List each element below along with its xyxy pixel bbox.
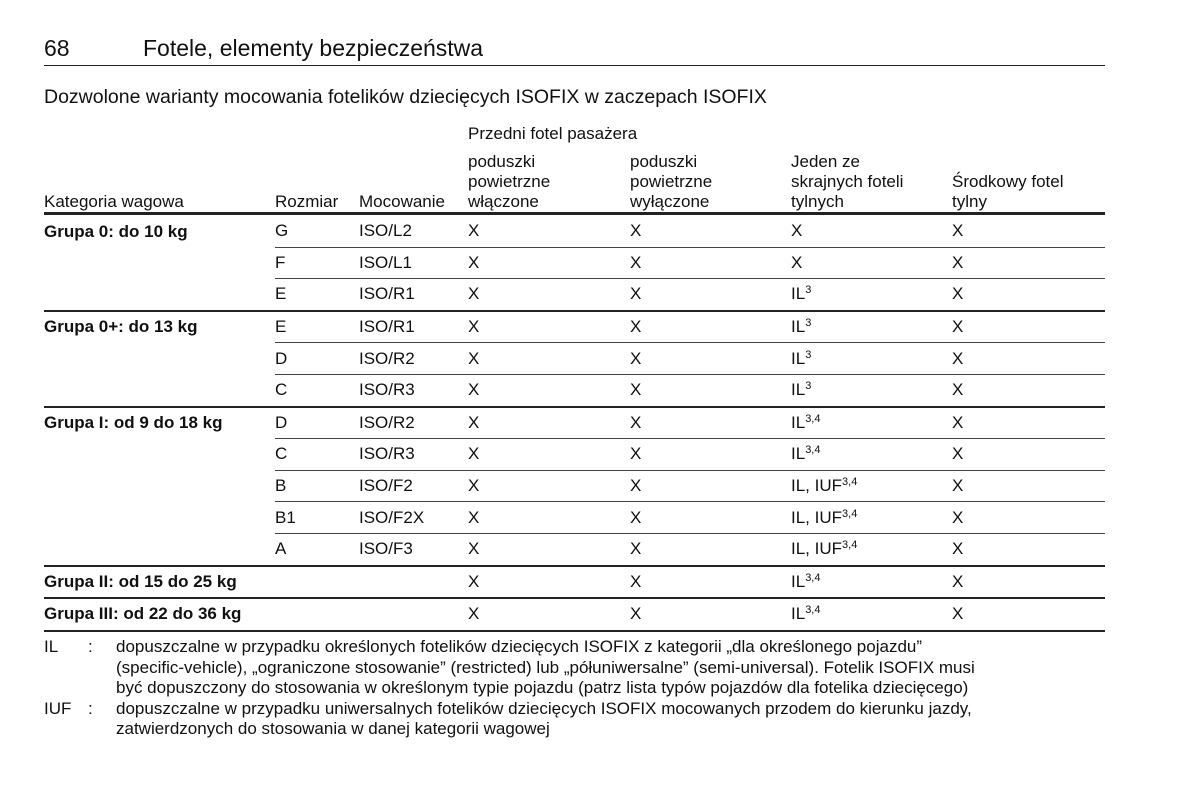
cell-text: X	[630, 221, 642, 241]
cell-airbag-on	[468, 598, 630, 631]
cell-outer-rear	[791, 502, 952, 534]
cell-text: X	[468, 221, 480, 241]
cell-text: X	[952, 507, 964, 527]
cell-text: X	[468, 571, 480, 591]
footnote-ref: 3	[805, 317, 812, 330]
cell-center-rear	[952, 598, 1105, 631]
cell-text: ISO/R1	[359, 317, 415, 337]
header-front-passenger-seat: Przedni fotel pasażera	[468, 124, 638, 143]
cell-text: IL, IUF	[791, 507, 843, 527]
cell-mounting	[359, 343, 468, 375]
cell-weight-category	[44, 533, 275, 565]
cell-airbag-off	[630, 247, 791, 279]
cell-outer-rear	[791, 470, 952, 502]
table-row	[44, 407, 1105, 439]
cell-airbag-on	[468, 343, 630, 375]
cell-outer-rear	[791, 311, 952, 343]
cell-text: X	[468, 604, 480, 624]
table-row	[44, 502, 1105, 534]
cell-text: X	[630, 317, 642, 337]
cell-airbag-off	[630, 374, 791, 406]
cell-text: ISO/R3	[359, 380, 415, 400]
cell-text: C	[275, 444, 288, 464]
cell-airbag-on	[468, 502, 630, 534]
cell-airbag-off	[630, 216, 791, 247]
cell-size	[275, 598, 359, 631]
cell-airbag-on	[468, 279, 630, 311]
footnote-ref: 3,4	[805, 444, 821, 457]
cell-text: ISO/R3	[359, 444, 415, 464]
footnote-line: (specific-vehicle), „ograniczone stosowanie” (restricted) lub „półuniwersalne” (semi-universal). Fotelik ISOFIX musi	[116, 657, 975, 677]
cell-center-rear	[952, 407, 1105, 439]
cell-text: Grupa I: od 9 do 18 kg	[44, 413, 223, 433]
cell-text: ISO/L2	[359, 221, 412, 241]
cell-text: X	[630, 571, 642, 591]
cell-center-rear	[952, 470, 1105, 502]
cell-airbag-on	[468, 566, 630, 599]
cell-mounting	[359, 311, 468, 343]
cell-outer-rear	[791, 566, 952, 599]
footnote-ref: 3,4	[842, 539, 858, 552]
cell-text: X	[952, 348, 964, 368]
cell-weight-category	[44, 566, 275, 599]
cell-size	[275, 216, 359, 247]
cell-text: X	[952, 317, 964, 337]
cell-text: X	[468, 252, 480, 272]
cell-text: X	[630, 444, 642, 464]
cell-mounting	[359, 566, 468, 599]
footnote-line: być dopuszczony do stosowania w określonym typie pojazdu (patrz lista typów pojazdów dla fotelika dziecięcego)	[116, 678, 969, 697]
cell-text: X	[952, 539, 964, 559]
table-row	[44, 216, 1105, 247]
cell-text: X	[952, 284, 964, 304]
cell-center-rear	[952, 566, 1105, 599]
header-size: Rozmiar	[275, 192, 339, 211]
table-row	[44, 533, 1105, 565]
page-header	[44, 33, 1105, 66]
cell-airbag-on	[468, 374, 630, 406]
cell-text: X	[952, 571, 964, 591]
header-line: tylnych	[791, 192, 844, 211]
cell-weight-category	[44, 374, 275, 406]
cell-text: X	[468, 412, 480, 432]
cell-mounting	[359, 247, 468, 279]
cell-size	[275, 343, 359, 375]
cell-text: X	[952, 444, 964, 464]
cell-text: Grupa 0: do 10 kg	[44, 221, 188, 241]
header-weight-category: Kategoria wagowa	[44, 192, 184, 211]
cell-outer-rear	[791, 279, 952, 311]
header-mounting: Mocowanie	[359, 192, 445, 211]
cell-weight-category	[44, 502, 275, 534]
cell-text: X	[468, 348, 480, 368]
cell-airbag-off	[630, 566, 791, 599]
footnote-line: dopuszczalne w przypadku uniwersalnych fotelików dziecięcych ISOFIX mocowanych przodem do kierunku jazdy,	[116, 698, 972, 718]
header-line: powietrzne	[468, 172, 551, 191]
cell-text: ISO/F2	[359, 476, 413, 496]
cell-outer-rear	[791, 407, 952, 439]
footnotes	[44, 637, 1114, 740]
cell-weight-category	[44, 216, 275, 247]
cell-airbag-off	[630, 598, 791, 631]
cell-text: ISO/F3	[359, 539, 413, 559]
cell-text: IL, IUF	[791, 539, 843, 559]
chapter-title: Fotele, elementy bezpieczeństwa	[143, 35, 484, 61]
cell-center-rear	[952, 311, 1105, 343]
cell-text: X	[630, 412, 642, 432]
footnote-ref: 3,4	[805, 412, 821, 425]
cell-center-rear	[952, 279, 1105, 311]
table-row	[44, 343, 1105, 375]
isofix-table	[44, 216, 1105, 632]
header-line: włączone	[468, 192, 539, 211]
cell-text: F	[275, 252, 286, 272]
cell-text: ISO/F2X	[359, 507, 425, 527]
cell-text: X	[630, 604, 642, 624]
cell-weight-category	[44, 279, 275, 311]
cell-text: E	[275, 284, 287, 304]
cell-weight-category	[44, 343, 275, 375]
cell-airbag-off	[630, 407, 791, 439]
header-rule	[44, 212, 1105, 215]
cell-text: B	[275, 476, 287, 496]
footnote-ref: 3,4	[805, 571, 821, 584]
cell-size	[275, 470, 359, 502]
cell-mounting	[359, 216, 468, 247]
cell-text: X	[952, 604, 964, 624]
footnote-term: IL	[44, 637, 59, 656]
cell-text: X	[468, 539, 480, 559]
cell-mounting	[359, 502, 468, 534]
cell-text: IL	[791, 444, 806, 464]
cell-text: X	[630, 348, 642, 368]
cell-text: A	[275, 539, 287, 559]
cell-airbag-off	[630, 502, 791, 534]
cell-text: X	[468, 284, 480, 304]
cell-center-rear	[952, 439, 1105, 471]
cell-size	[275, 533, 359, 565]
cell-airbag-on	[468, 247, 630, 279]
cell-mounting	[359, 374, 468, 406]
cell-text: X	[630, 476, 642, 496]
cell-text: X	[468, 380, 480, 400]
cell-text: X	[952, 221, 964, 241]
header-line: Środkowy fotel	[952, 172, 1064, 191]
footnote-il	[44, 637, 1114, 699]
cell-outer-rear	[791, 533, 952, 565]
cell-text: IL	[791, 571, 806, 591]
cell-text: D	[275, 412, 288, 432]
footnote-line: zatwierdzonych do stosowania w danej kategorii wagowej	[116, 719, 550, 738]
cell-text: X	[952, 476, 964, 496]
footnote-ref: 3	[805, 284, 812, 297]
cell-mounting	[359, 439, 468, 471]
cell-text: Grupa II: od 15 do 25 kg	[44, 571, 237, 591]
table-body	[44, 216, 1105, 631]
footnote-term: IUF	[44, 698, 72, 718]
cell-mounting	[359, 470, 468, 502]
header-line: powietrzne	[630, 172, 713, 191]
cell-airbag-off	[630, 470, 791, 502]
table-row	[44, 566, 1105, 599]
cell-text: ISO/R2	[359, 348, 415, 368]
cell-text: IL	[791, 348, 806, 368]
cell-text: X	[468, 507, 480, 527]
footnote-line: dopuszczalne w przypadku określonych fotelików dziecięcych ISOFIX z kategorii „dla określonego pojazdu”	[116, 637, 923, 656]
page-number: 68	[44, 35, 70, 61]
cell-outer-rear	[791, 343, 952, 375]
cell-mounting	[359, 533, 468, 565]
table-row	[44, 470, 1105, 502]
cell-text: X	[630, 252, 642, 272]
cell-size	[275, 279, 359, 311]
footnote-ref: 3	[805, 348, 812, 361]
header-line: poduszki	[630, 152, 698, 171]
cell-airbag-off	[630, 533, 791, 565]
cell-text: X	[952, 412, 964, 432]
cell-weight-category	[44, 407, 275, 439]
header-line: poduszki	[468, 152, 536, 171]
cell-outer-rear	[791, 247, 952, 279]
footnote-colon: :	[88, 698, 93, 718]
cell-text: X	[791, 252, 803, 272]
cell-text: X	[468, 444, 480, 464]
cell-weight-category	[44, 470, 275, 502]
cell-airbag-off	[630, 311, 791, 343]
cell-text: X	[630, 539, 642, 559]
footnote-ref: 3,4	[842, 476, 858, 489]
cell-text: ISO/L1	[359, 252, 412, 272]
table-row	[44, 374, 1105, 406]
cell-text: X	[468, 476, 480, 496]
cell-weight-category	[44, 439, 275, 471]
cell-text: D	[275, 348, 288, 368]
cell-size	[275, 247, 359, 279]
footnote-ref: 3	[805, 380, 812, 393]
section-title: Dozwolone warianty mocowania fotelików dziecięcych ISOFIX w zaczepach ISOFIX	[44, 86, 767, 108]
cell-size	[275, 311, 359, 343]
cell-text: X	[468, 317, 480, 337]
cell-text: E	[275, 317, 287, 337]
footnote-colon: :	[88, 637, 93, 656]
header-line: tylny	[952, 192, 987, 211]
cell-center-rear	[952, 374, 1105, 406]
header-line: skrajnych foteli	[791, 172, 904, 191]
cell-size	[275, 439, 359, 471]
cell-size	[275, 502, 359, 534]
cell-mounting	[359, 598, 468, 631]
cell-airbag-off	[630, 279, 791, 311]
cell-text: X	[630, 284, 642, 304]
header-line: Jeden ze	[791, 152, 860, 171]
cell-center-rear	[952, 247, 1105, 279]
table-row	[44, 598, 1105, 631]
cell-center-rear	[952, 502, 1105, 534]
footnote-ref: 3,4	[842, 507, 858, 520]
footnote-ref: 3,4	[805, 604, 821, 617]
cell-mounting	[359, 407, 468, 439]
table-row	[44, 247, 1105, 279]
cell-size	[275, 374, 359, 406]
cell-text: IL	[791, 317, 806, 337]
cell-text: X	[791, 221, 803, 241]
cell-outer-rear	[791, 374, 952, 406]
cell-size	[275, 407, 359, 439]
cell-text: IL	[791, 412, 806, 432]
cell-text: X	[630, 507, 642, 527]
cell-airbag-on	[468, 439, 630, 471]
cell-text: Grupa 0+: do 13 kg	[44, 317, 198, 337]
header-line: wyłączone	[630, 192, 710, 211]
cell-center-rear	[952, 343, 1105, 375]
cell-outer-rear	[791, 439, 952, 471]
cell-outer-rear	[791, 216, 952, 247]
cell-text: IL, IUF	[791, 476, 843, 496]
cell-text: IL	[791, 604, 806, 624]
cell-text: X	[952, 252, 964, 272]
cell-airbag-on	[468, 407, 630, 439]
table-row	[44, 311, 1105, 343]
cell-size	[275, 566, 359, 599]
cell-outer-rear	[791, 598, 952, 631]
cell-airbag-on	[468, 216, 630, 247]
cell-weight-category	[44, 247, 275, 279]
cell-text: IL	[791, 284, 806, 304]
footnote-iuf	[44, 699, 1114, 740]
cell-text: B1	[275, 507, 296, 527]
cell-mounting	[359, 279, 468, 311]
cell-text: Grupa III: od 22 do 36 kg	[44, 604, 242, 624]
cell-center-rear	[952, 216, 1105, 247]
cell-center-rear	[952, 533, 1105, 565]
cell-text: ISO/R2	[359, 412, 415, 432]
cell-airbag-off	[630, 343, 791, 375]
cell-airbag-on	[468, 533, 630, 565]
cell-text: G	[275, 221, 289, 241]
cell-text: C	[275, 380, 288, 400]
table-row	[44, 279, 1105, 311]
cell-weight-category	[44, 598, 275, 631]
cell-weight-category	[44, 311, 275, 343]
cell-airbag-on	[468, 470, 630, 502]
cell-text: IL	[791, 380, 806, 400]
cell-airbag-on	[468, 311, 630, 343]
cell-text: X	[630, 380, 642, 400]
cell-airbag-off	[630, 439, 791, 471]
cell-text: X	[952, 380, 964, 400]
cell-text: ISO/R1	[359, 284, 415, 304]
table-row	[44, 439, 1105, 471]
